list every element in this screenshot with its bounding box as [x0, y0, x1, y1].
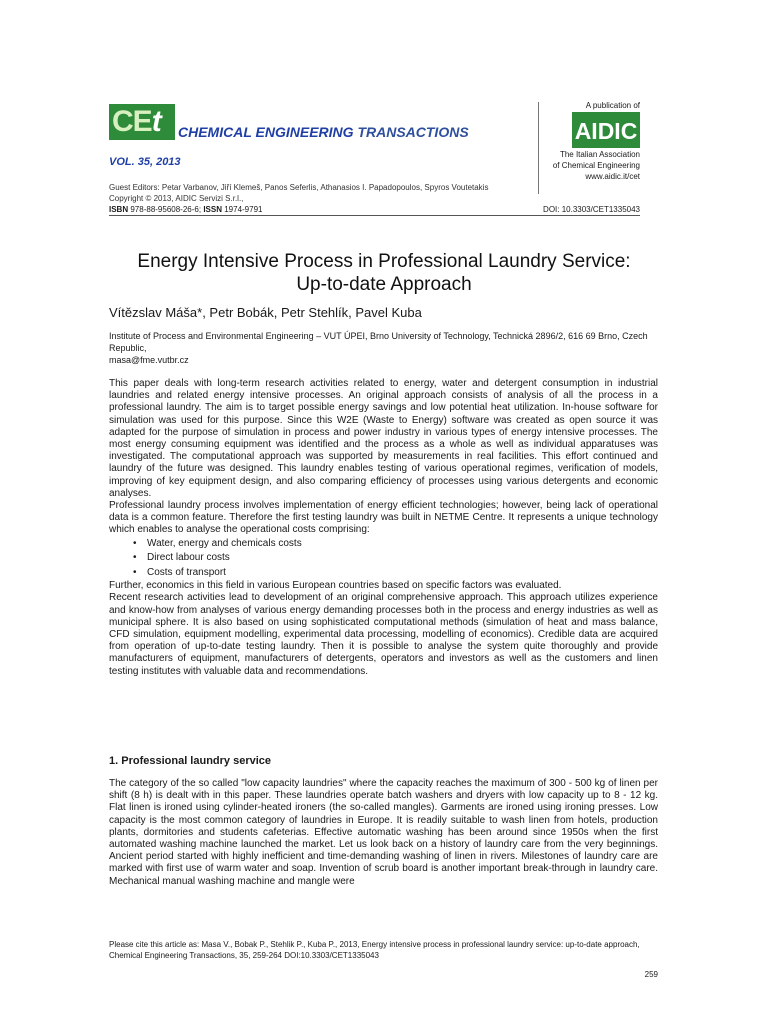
- abstract-paragraph-1: This paper deals with long-term research activities related to energy, water and detergent consumption in industrial laundries and related energy intensive processes. An original approach consists of analysis of all the process in a professional laundry. The aim is to target possible energy savings and low potential heat utilization. In-house software for simulation was used for this purpose. Since this W2E (Waste to Energy) software was created as open source it was adapted for the purpose of simulation in process and power industry in various types of energy intensive processes. The most energy consuming equipment was identified and the process as a whole as well as individual apparatuses was investigated. The computational approach was supported by measurements in real facilities. This effort continued and laundry of the future was designed. This laundry enables testing of various operational regimes, verification of models, improving of key equipment design, and also comparing efficiency of processes using various detergents and economic analyses.: [109, 378, 658, 499]
- aidic-logo-text: AIDIC: [574, 118, 638, 144]
- paper-title: Energy Intensive Process in Professional Laundry Service: Up-to-date Approach: [137, 251, 631, 295]
- page-number: 259: [644, 970, 658, 979]
- list-item: • Water, energy and chemicals costs: [147, 537, 658, 552]
- volume-label: VOL. 35, 2013: [109, 156, 181, 168]
- isbn-issn: ISBN 978-88-95608-26-6; ISSN 1974-9791: [109, 205, 263, 214]
- cet-logo-text: CEt: [112, 105, 161, 138]
- abstract-paragraph-4: Recent research activities lead to development of an original comprehensive approach. This approach utilizes experience and know-how from analyses of various energy demanding processes both in the process and energy industries as well as municipal sphere. It is also based on using sophisticated computational methods (simulation of heat and mass balance, CFD simulation, equipment modelling, experimental data processing, modelling of economics). Credible data are acquired from operation of up-to-date testing laundry. Then it is possible to analyse the system quite thoroughly and provide manufacturers of equipment, manufacturers of detergents, operators and investors as well as the customers and linen testing institutes with valuable data and recommendations.: [109, 592, 658, 677]
- author-email[interactable]: masa@fme.vutbr.cz: [109, 355, 189, 365]
- abstract-paragraph-3: Further, economics in this field in various European countries based on specific factors was evaluated.: [109, 580, 562, 592]
- abstract-paragraph-2: Professional laundry process involves implementation of energy efficient technologies; however, being lack of operational data is a common feature. Therefore the first testing laundry was built in NETME Centre. It represents a unique technology which enables to analyse the operational costs comprising:: [109, 500, 658, 536]
- section-body: The category of the so called "low capacity laundries" where the capacity reaches the maximum of 300 - 500 kg of linen per shift (8 h) is dealt with in this paper. These laundries operate batch washers and dryers with low capacity up to 8 - 12 kg. Flat linen is ironed using cylinder-heated ironers (the so-called mangles). Garments are ironed using ironing presses. Low capacity is the most common category of laundries in Europe. It is readily suitable to wash linen from hotels, production plants, dormitories and students cafeterias. Effective automatic washing has been around since 1950s when the first automated washing machine launched the market. Let us look back on a history of laundry care from the very beginnings. Ancient period started with highly inefficient and time-demanding washing of linen in rivers. Milestones of laundry care are marked with first use of warm water and soap. Invention of scrub board is another important break-through in laundry care. Mechanical manual washing machine and mangle were: [109, 778, 658, 887]
- header-rule: [109, 215, 640, 216]
- doi-label: DOI: 10.3303/CET1335043: [543, 205, 640, 214]
- journal-title: [178, 124, 469, 140]
- journal-title-bold: CHEMICAL ENGINEERING: [178, 124, 354, 140]
- aidic-link[interactable]: www.aidic.it/cet: [585, 172, 640, 181]
- abstract: [109, 378, 658, 678]
- section-heading: 1. Professional laundry service: [109, 755, 272, 767]
- affiliation: Institute of Process and Environmental Engineering – VUT ÚPEI, Brno University of Technology, Technická 2896/2, 616 69 Brno, Czech Republic, masa@fme.vutbr.cz: [109, 331, 648, 365]
- citation-note: Please cite this article as: Masa V., Bobak P., Stehlik P., Kuba P., 2013, Energy intensive process in professional laundry service: up-to-date approach, Chemical Engineering Transactions, 35, 259-264 DOI:10.3303/CET1335043: [109, 940, 640, 960]
- authors: Vítězslav Máša*, Petr Bobák, Petr Stehlík, Pavel Kuba: [109, 305, 422, 320]
- cost-list: [109, 537, 658, 581]
- publication-label: A publication of: [585, 101, 640, 110]
- guest-editors: Guest Editors: Petar Varbanov, Jiří Klemeš, Panos Seferlis, Athanasios I. Papadopoulos, Spyros Voutetakis Copyright © 2013, AIDIC Servizi S.r.l.,: [109, 183, 489, 203]
- list-item: • Costs of transport: [147, 566, 658, 581]
- list-item: • Direct labour costs: [147, 551, 658, 566]
- association-info: The Italian Association of Chemical Engineering www.aidic.it/cet: [535, 149, 640, 182]
- journal-title-light: TRANSACTIONS: [357, 124, 469, 140]
